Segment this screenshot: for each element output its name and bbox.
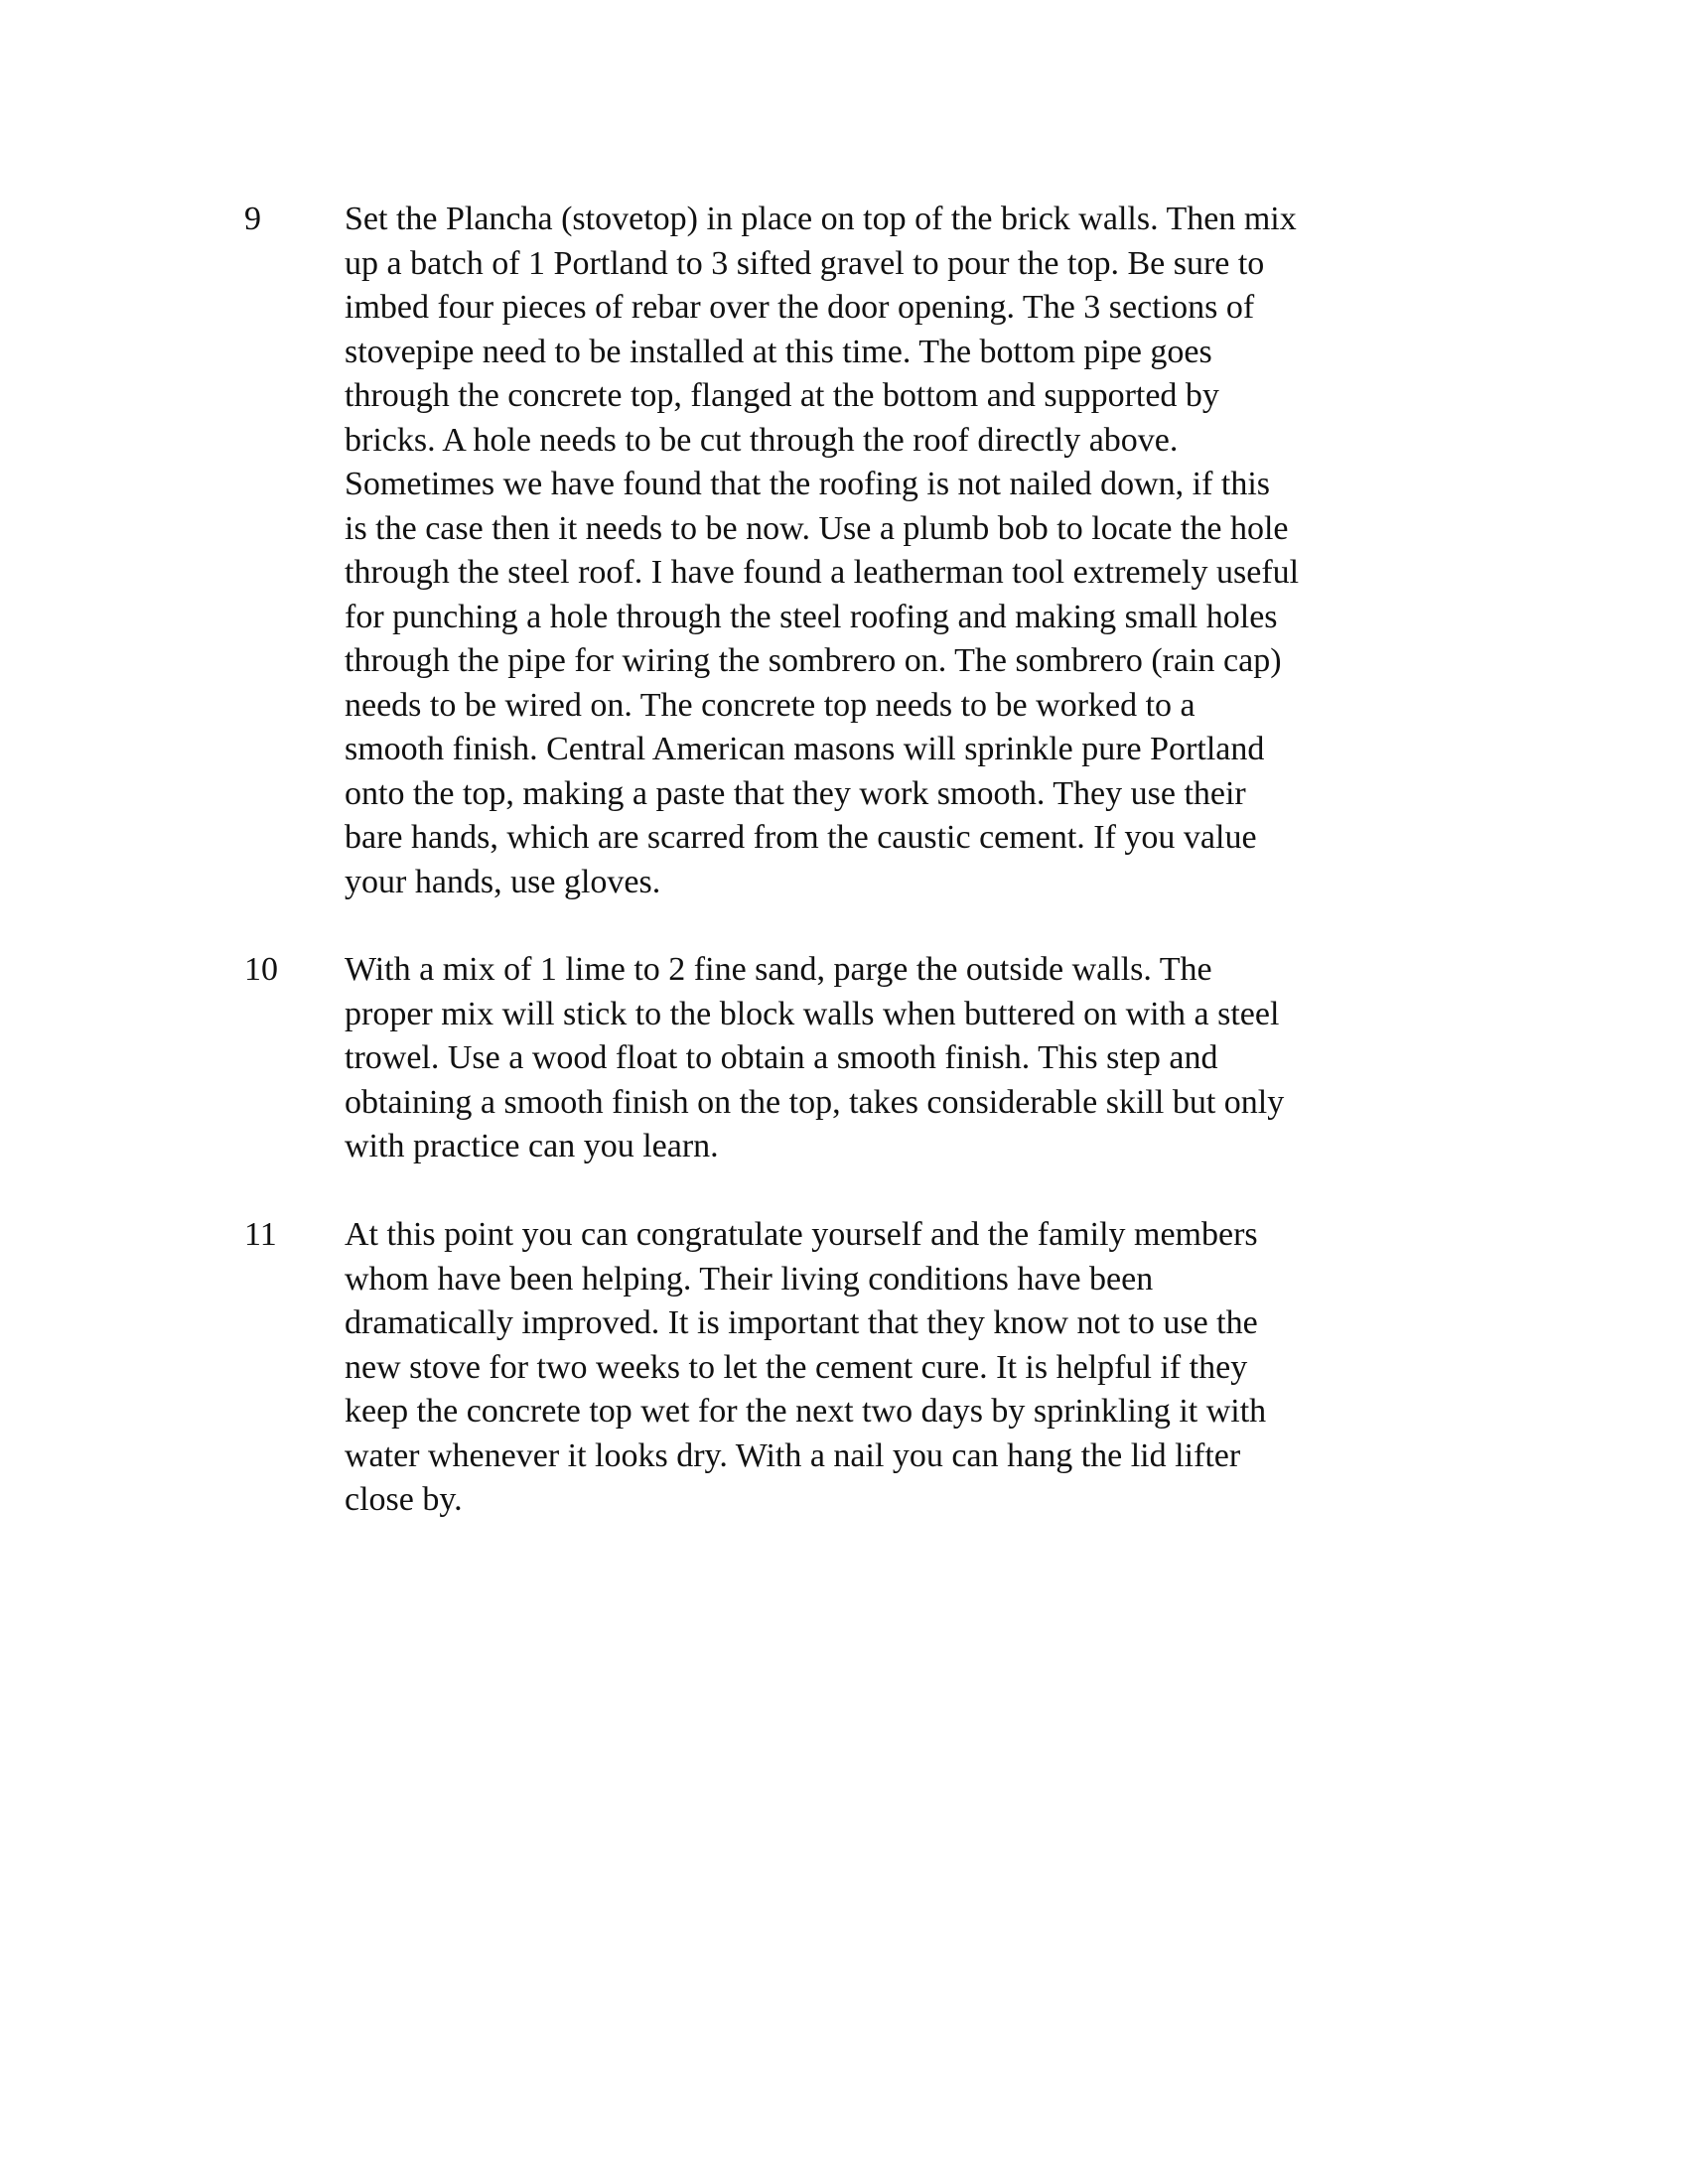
text-line: whom have been helping. Their living conditions have been bbox=[345, 1260, 1154, 1297]
text-line: your hands, use gloves. bbox=[345, 863, 661, 900]
step-text bbox=[345, 1213, 1437, 1523]
text-line: dramatically improved. It is important that they know not to use the bbox=[345, 1304, 1258, 1341]
text-line: At this point you can congratulate yourself and the family members bbox=[345, 1216, 1258, 1253]
step-text bbox=[345, 198, 1437, 904]
text-line: with practice can you learn. bbox=[345, 1128, 719, 1164]
text-line: imbed four pieces of rebar over the door opening. The 3 sections of bbox=[345, 289, 1255, 326]
text-line: proper mix will stick to the block walls when buttered on with a steel bbox=[345, 995, 1280, 1032]
text-line: Sometimes we have found that the roofing is not nailed down, if this bbox=[345, 466, 1271, 502]
text-line: keep the concrete top wet for the next two days by sprinkling it with bbox=[345, 1393, 1267, 1430]
text-line: bricks. A hole needs to be cut through the roof directly above. bbox=[345, 421, 1179, 459]
text-line: through the pipe for wiring the sombrero on. The sombrero (rain cap) bbox=[345, 642, 1282, 679]
text-line: onto the top, making a paste that they work smooth. They use their bbox=[345, 774, 1246, 812]
text-line: up a batch of 1 Portland to 3 sifted gravel to pour the top. Be sure to bbox=[345, 244, 1265, 282]
text-line: is the case then it needs to be now. Use a plumb bob to locate the hole bbox=[345, 509, 1289, 547]
text-line: trowel. Use a wood float to obtain a smooth finish. This step and bbox=[345, 1039, 1218, 1076]
text-line: smooth finish. Central American masons will sprinkle pure Portland bbox=[345, 731, 1265, 767]
text-line: through the steel roof. I have found a leatherman tool extremely useful bbox=[345, 554, 1300, 591]
text-line: close by. bbox=[345, 1481, 463, 1518]
text-line: Set the Plancha (stovetop) in place on top of the brick walls. Then mix bbox=[345, 201, 1297, 237]
text-line: needs to be wired on. The concrete top needs to be worked to a bbox=[345, 686, 1196, 724]
text-line: With a mix of 1 lime to 2 fine sand, parge the outside walls. The bbox=[345, 951, 1212, 988]
text-line: water whenever it looks dry. With a nail you can hang the lid lifter bbox=[345, 1436, 1241, 1474]
text-line: new stove for two weeks to let the cement cure. It is helpful if they bbox=[345, 1348, 1248, 1386]
text-line: for punching a hole through the steel roofing and making small holes bbox=[345, 598, 1278, 635]
step-text bbox=[345, 948, 1437, 1169]
text-line: through the concrete top, flanged at the bottom and supported by bbox=[345, 377, 1219, 414]
step-number: 11 bbox=[244, 1216, 277, 1253]
step-number: 9 bbox=[244, 201, 261, 237]
text-line: stovepipe need to be installed at this time. The bottom pipe goes bbox=[345, 333, 1212, 370]
text-line: obtaining a smooth finish on the top, takes considerable skill but only bbox=[345, 1083, 1285, 1121]
step-number: 10 bbox=[244, 951, 278, 988]
text-line: bare hands, which are scarred from the caustic cement. If you value bbox=[345, 819, 1257, 856]
